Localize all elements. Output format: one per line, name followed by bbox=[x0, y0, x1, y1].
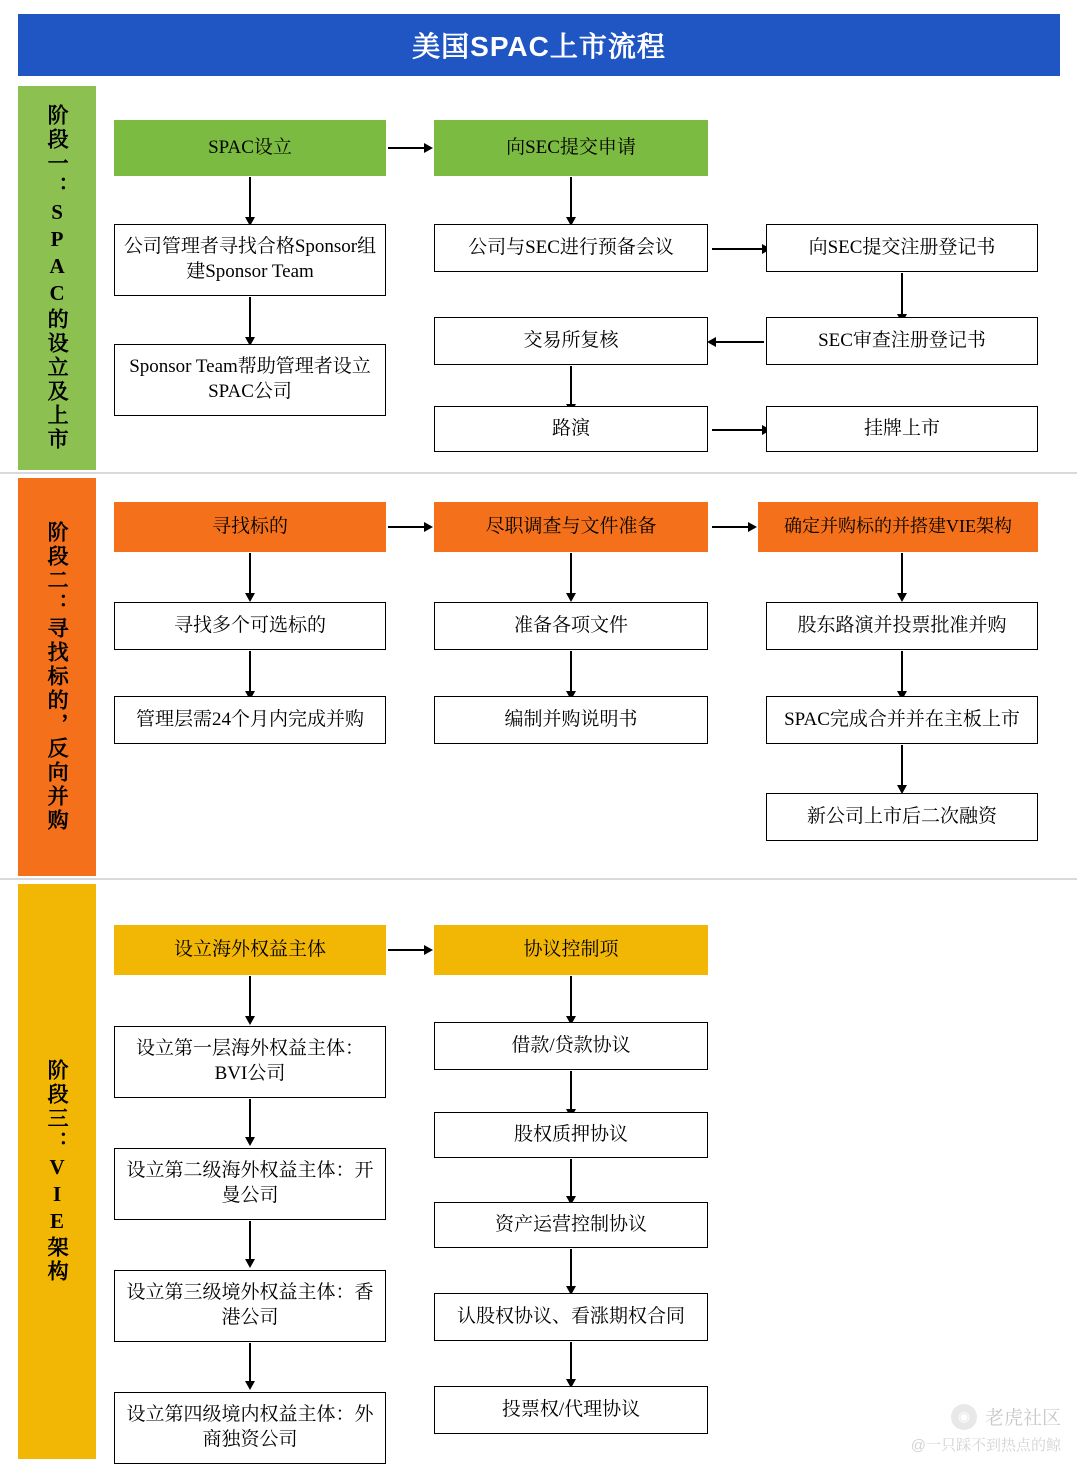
stage-band-3-label: 阶段三：VIE架构 bbox=[45, 1059, 70, 1284]
stage3-head-agreement-control[interactable]: 协议控制项 bbox=[434, 925, 708, 975]
connector-s1-f bbox=[716, 341, 764, 343]
connector-s1-b bbox=[249, 297, 251, 337]
stage-divider-2 bbox=[0, 878, 1077, 880]
watermark-brand-row bbox=[951, 1403, 1061, 1430]
stage3-head-offshore-entity[interactable]: 设立海外权益主体 bbox=[114, 925, 386, 975]
connector-s3-i bbox=[570, 1342, 572, 1379]
stage2-head-due-diligence[interactable]: 尽职调查与文件准备 bbox=[434, 502, 708, 552]
connector-s2-a bbox=[249, 553, 251, 593]
stage3-node-option-contract[interactable]: 认股权协议、看涨期权合同 bbox=[434, 1293, 708, 1341]
connector-s2-head2-head3 bbox=[712, 526, 748, 528]
stage1-node-exchange-review[interactable]: 交易所复核 bbox=[434, 317, 708, 365]
connector-s1-a bbox=[249, 177, 251, 217]
connector-s1-head1-head2 bbox=[388, 147, 424, 149]
stage2-node-shareholder-vote[interactable]: 股东路演并投票批准并购 bbox=[766, 602, 1038, 650]
connector-s3-d bbox=[249, 1343, 251, 1381]
watermark bbox=[911, 1403, 1061, 1455]
connector-s3-a bbox=[249, 976, 251, 1016]
connector-s3-f bbox=[570, 1071, 572, 1109]
connector-s3-b bbox=[249, 1099, 251, 1137]
connector-s1-d bbox=[712, 248, 762, 250]
stage1-node-setup-company[interactable]: Sponsor Team帮助管理者设立SPAC公司 bbox=[114, 344, 386, 416]
stage-band-2-label: 阶段二：寻找标的，反向并购 bbox=[45, 521, 70, 833]
connector-s1-g bbox=[570, 366, 572, 404]
connector-s2-b bbox=[249, 651, 251, 691]
stage1-node-roadshow[interactable]: 路演 bbox=[434, 406, 708, 452]
connector-s1-h bbox=[712, 429, 762, 431]
watermark-brand: 老虎社区 bbox=[984, 1408, 1061, 1429]
stage3-node-equity-pledge[interactable]: 股权质押协议 bbox=[434, 1112, 708, 1158]
stage-band-3 bbox=[18, 884, 96, 1459]
stage-divider-1 bbox=[0, 472, 1077, 474]
watermark-user: @一只踩不到热点的鲸 bbox=[910, 1437, 1061, 1454]
stage3-node-cayman[interactable]: 设立第二级海外权益主体：开曼公司 bbox=[114, 1148, 386, 1220]
stage1-node-submit-registration[interactable]: 向SEC提交注册登记书 bbox=[766, 224, 1038, 272]
stage3-node-hongkong[interactable]: 设立第三级境外权益主体：香港公司 bbox=[114, 1270, 386, 1342]
tiger-logo-icon: ◉ bbox=[951, 1404, 977, 1430]
stage2-node-multiple-targets[interactable]: 寻找多个可选标的 bbox=[114, 602, 386, 650]
stage2-node-secondary-financing[interactable]: 新公司上市后二次融资 bbox=[766, 793, 1038, 841]
connector-s3-h bbox=[570, 1249, 572, 1286]
stage3-node-asset-operation[interactable]: 资产运营控制协议 bbox=[434, 1202, 708, 1248]
stage1-node-pre-meeting[interactable]: 公司与SEC进行预备会议 bbox=[434, 224, 708, 272]
stage1-node-sponsor-team[interactable]: 公司管理者寻找合格Sponsor组建Sponsor Team bbox=[114, 224, 386, 296]
stage1-head-sec-filing[interactable]: 向SEC提交申请 bbox=[434, 120, 708, 176]
stage1-head-spac-setup[interactable]: SPAC设立 bbox=[114, 120, 386, 176]
connector-s2-e bbox=[901, 553, 903, 593]
stage2-head-vie-structure[interactable]: 确定并购标的并搭建VIE架构 bbox=[758, 502, 1038, 552]
connector-s2-f bbox=[901, 651, 903, 691]
page-title: 美国SPAC上市流程 bbox=[18, 14, 1060, 76]
stage1-node-sec-review[interactable]: SEC审查注册登记书 bbox=[766, 317, 1038, 365]
connector-s2-g bbox=[901, 745, 903, 785]
connector-s2-head1-head2 bbox=[388, 526, 424, 528]
stage3-node-wfoe[interactable]: 设立第四级境内权益主体：外商独资公司 bbox=[114, 1392, 386, 1464]
connector-s2-c bbox=[570, 553, 572, 593]
connector-s3-e bbox=[570, 976, 572, 1016]
stage-band-1-label: 阶段一：SPAC的设立及上市 bbox=[45, 104, 70, 452]
stage-band-2 bbox=[18, 478, 96, 876]
stage1-node-listing[interactable]: 挂牌上市 bbox=[766, 406, 1038, 452]
connector-s3-c bbox=[249, 1221, 251, 1259]
connector-s3-head1-head2 bbox=[388, 949, 424, 951]
stage2-node-merger-prospectus[interactable]: 编制并购说明书 bbox=[434, 696, 708, 744]
stage3-node-loan-agreement[interactable]: 借款/贷款协议 bbox=[434, 1022, 708, 1070]
connector-s3-g bbox=[570, 1159, 572, 1196]
stage2-node-prepare-docs[interactable]: 准备各项文件 bbox=[434, 602, 708, 650]
stage2-head-find-target[interactable]: 寻找标的 bbox=[114, 502, 386, 552]
stage2-node-24-months[interactable]: 管理层需24个月内完成并购 bbox=[114, 696, 386, 744]
stage3-node-voting-proxy[interactable]: 投票权/代理协议 bbox=[434, 1386, 708, 1434]
stage3-node-bvi[interactable]: 设立第一层海外权益主体：BVI公司 bbox=[114, 1026, 386, 1098]
stage-band-1 bbox=[18, 86, 96, 470]
connector-s1-e bbox=[901, 273, 903, 314]
stage2-node-merger-complete[interactable]: SPAC完成合并并在主板上市 bbox=[766, 696, 1038, 744]
connector-s2-d bbox=[570, 651, 572, 691]
connector-s1-c bbox=[570, 177, 572, 217]
